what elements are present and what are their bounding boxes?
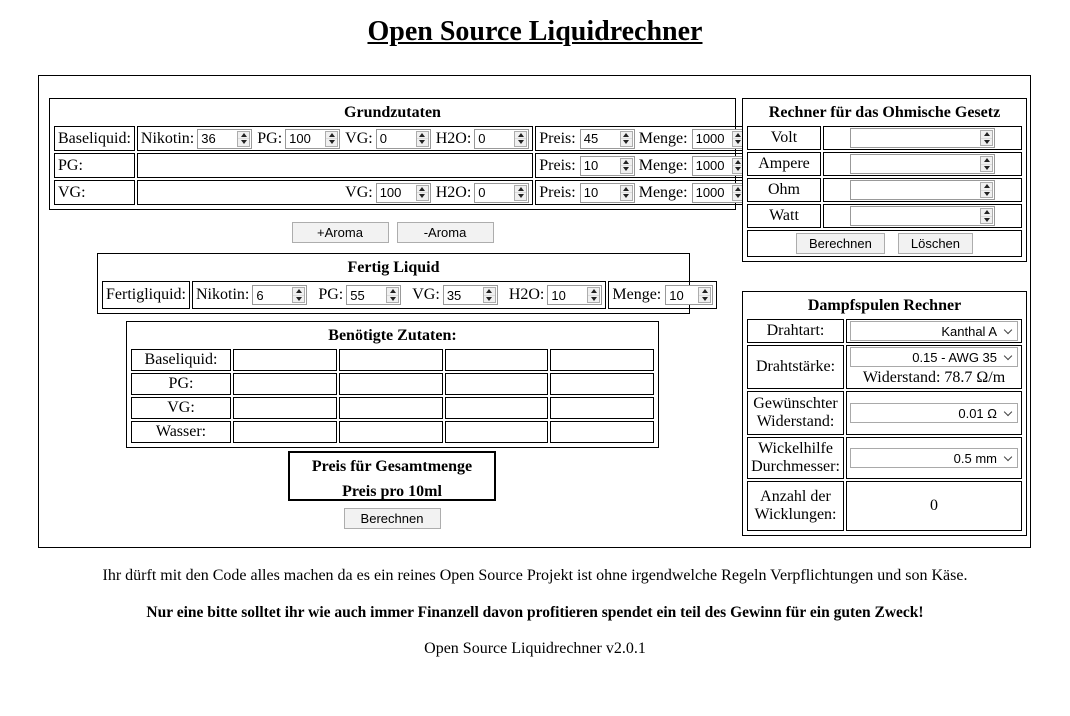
baseliquid-menge-input[interactable] (692, 129, 747, 149)
pg-row-label: PG: (54, 153, 135, 178)
fertig-h2o-value: 10 (551, 287, 566, 303)
gewuenschter-widerstand-select[interactable] (850, 403, 1018, 423)
fertig-pg-input[interactable] (346, 285, 401, 305)
baseliquid-pg-input[interactable] (285, 129, 340, 149)
watt-input[interactable] (850, 206, 995, 226)
vg-preis-input[interactable] (580, 183, 635, 203)
grundzutaten-row-baseliquid (54, 126, 751, 151)
preis-pro-10ml-label: Preis pro 10ml (342, 483, 442, 500)
baseliquid-preis-value: 45 (583, 131, 599, 146)
drahtart-label: Drahtart: (747, 319, 844, 343)
baseliquid-nikotin-value: 36 (201, 131, 216, 146)
spinner-up-icon[interactable] (515, 186, 526, 194)
spinner-down-icon[interactable] (621, 166, 632, 173)
main-container (38, 75, 1031, 548)
drahtstaerke-select[interactable] (850, 347, 1018, 367)
spinner-down-icon[interactable] (621, 193, 632, 200)
fertig-pg-value: 55 (350, 287, 365, 303)
menge-label: Menge: (638, 156, 688, 174)
add-aroma-button[interactable]: +Aroma (292, 222, 389, 243)
spinner-icon[interactable] (325, 131, 338, 147)
gewuenschter-widerstand-label: Gewünschter Widerstand: (747, 391, 844, 435)
spinner-up-icon[interactable] (981, 209, 992, 217)
ohm-berechnen-button[interactable]: Berechnen (796, 233, 885, 254)
result-cell (339, 373, 443, 395)
spinner-up-icon[interactable] (326, 132, 337, 140)
spinner-down-icon[interactable] (238, 139, 249, 146)
result-cell (339, 397, 443, 419)
pg-menge-value: 1000 (695, 158, 725, 173)
baseliquid-menge-value: 1000 (695, 131, 725, 146)
ohm-row-ohm (747, 178, 1022, 202)
main-berechnen-row (288, 508, 496, 529)
baseliquid-nikotin-input[interactable] (197, 129, 252, 149)
spinner-up-icon[interactable] (699, 288, 710, 296)
spinner-icon[interactable] (237, 131, 250, 147)
baseliquid-preis-input[interactable] (580, 129, 635, 149)
ohm-rechner-panel (742, 98, 1027, 262)
spinner-icon[interactable] (620, 131, 633, 147)
spinner-down-icon[interactable] (515, 193, 526, 200)
grundzutaten-row-vg (54, 180, 751, 205)
ohm-rechner-title: Rechner für das Ohmische Gesetz (768, 104, 1001, 121)
spinner-icon[interactable] (416, 185, 429, 201)
result-row-pg (131, 373, 654, 395)
spinner-icon[interactable] (292, 287, 305, 303)
dampf-row-drahtstaerke (747, 345, 1022, 389)
vg-label: VG: (412, 286, 440, 303)
fertig-nikotin-value: 6 (256, 287, 264, 303)
spinner-down-icon[interactable] (293, 296, 304, 303)
spinner-icon[interactable] (980, 156, 993, 172)
wickelhilfe-selected-value: 0.5 mm (953, 450, 997, 466)
dampf-row-wickelhilfe (747, 437, 1022, 479)
preis-summary-box (288, 451, 496, 501)
widerstand-info: Widerstand: 78.7 Ω/m (862, 369, 1006, 386)
spinner-down-icon[interactable] (484, 296, 495, 303)
result-cell (550, 349, 654, 371)
spinner-up-icon[interactable] (387, 288, 398, 296)
spinner-down-icon[interactable] (981, 191, 992, 198)
ampere-label: Ampere (747, 152, 821, 176)
result-cell (233, 373, 337, 395)
footer-license-text: Ihr dürft mit den Code alles machen da es ein reines Open Source Projekt ist ohne irgendwelche Regeln Verpflichtungen und son Käse. (102, 567, 968, 584)
fertig-liquid-title: Fertig Liquid (347, 259, 440, 276)
spinner-up-icon[interactable] (981, 131, 992, 139)
preis-label: Preis: (539, 129, 576, 147)
ohm-row-volt (747, 126, 1022, 150)
remove-aroma-button[interactable]: -Aroma (397, 222, 494, 243)
drahtart-selected-value: Kanthal A (941, 323, 997, 339)
spinner-down-icon[interactable] (387, 296, 398, 303)
nikotin-label: Nikotin: (140, 129, 195, 147)
h2o-label: H2O: (435, 129, 472, 147)
drahtstaerke-selected-value: 0.15 - AWG 35 (912, 349, 997, 365)
result-cell (233, 421, 337, 443)
spinner-icon[interactable] (514, 131, 527, 147)
spinner-icon[interactable] (698, 287, 711, 303)
result-cell (233, 349, 337, 371)
result-cell (445, 421, 549, 443)
vg-menge-input[interactable] (692, 183, 747, 203)
result-cell (233, 397, 337, 419)
chevron-down-icon (1004, 351, 1012, 359)
spinner-down-icon[interactable] (417, 193, 428, 200)
menge-label: Menge: (638, 183, 688, 201)
spinner-icon[interactable] (620, 185, 633, 201)
vg-menge-value: 1000 (695, 185, 725, 200)
spinner-icon[interactable] (587, 287, 600, 303)
pg-label: PG: (318, 286, 344, 303)
aroma-button-row (49, 222, 736, 243)
fertig-menge-value: 10 (669, 287, 684, 303)
fertig-liquid-row (102, 281, 717, 309)
vg-vg-value: 100 (379, 185, 402, 200)
footer-version-text: Open Source Liquidrechner v2.0.1 (424, 640, 646, 657)
wickelhilfe-select[interactable] (850, 448, 1018, 468)
spinner-up-icon[interactable] (621, 132, 632, 140)
footer-donation-text: Nur eine bitte solltet ihr wie auch immer Finanzell davon profitieren spendet ein teil des Gewinn für ein guten Zweck! (146, 604, 924, 621)
baseliquid-vg-input[interactable] (376, 129, 431, 149)
fertig-nikotin-input[interactable] (252, 285, 307, 305)
vg-preis-value: 10 (583, 185, 599, 200)
spinner-icon[interactable] (980, 182, 993, 198)
page-title: Open Source Liquidrechner (367, 16, 703, 47)
ohm-label: Ohm (747, 178, 821, 202)
preis-label: Preis: (539, 156, 576, 174)
result-cell (339, 421, 443, 443)
wicklungen-label: Anzahl der Wicklungen: (747, 481, 844, 531)
spinner-up-icon[interactable] (981, 157, 992, 165)
spinner-up-icon[interactable] (293, 288, 304, 296)
benoetigte-zutaten-panel (126, 321, 659, 448)
result-cell (550, 373, 654, 395)
spinner-down-icon[interactable] (981, 165, 992, 172)
fertig-vg-input[interactable] (443, 285, 498, 305)
spinner-down-icon[interactable] (699, 296, 710, 303)
preis-gesamtmenge-label: Preis für Gesamtmenge (311, 458, 473, 475)
vg-label: VG: (345, 129, 373, 147)
fertig-menge-input[interactable] (665, 285, 713, 305)
result-row-label: PG: (131, 373, 231, 395)
result-cell (550, 397, 654, 419)
drahtart-select[interactable] (850, 321, 1018, 341)
wicklungen-value: 0 (846, 481, 1022, 531)
dampf-row-wicklungen (747, 481, 1022, 531)
dampf-row-drahtart (747, 319, 1022, 343)
h2o-label: H2O: (435, 183, 472, 201)
ampere-input[interactable] (850, 154, 995, 174)
dampfspulen-rechner-panel (742, 291, 1027, 536)
spinner-down-icon[interactable] (326, 139, 337, 146)
baseliquid-vg-value: 0 (379, 131, 387, 146)
spinner-up-icon[interactable] (981, 183, 992, 191)
result-cell (445, 373, 549, 395)
preis-berechnen-button[interactable]: Berechnen (344, 508, 441, 529)
volt-input[interactable] (850, 128, 995, 148)
spinner-down-icon[interactable] (417, 139, 428, 146)
volt-label: Volt (747, 126, 821, 150)
nikotin-label: Nikotin: (196, 286, 250, 303)
spinner-down-icon[interactable] (588, 296, 599, 303)
result-row-label: VG: (131, 397, 231, 419)
ohm-row-watt (747, 204, 1022, 228)
ohm-buttons-row (747, 230, 1022, 257)
result-cell (445, 397, 549, 419)
spinner-up-icon[interactable] (417, 186, 428, 194)
grundzutaten-row-pg (54, 153, 751, 178)
ohm-row-ampere (747, 152, 1022, 176)
spinner-up-icon[interactable] (238, 132, 249, 140)
spinner-icon[interactable] (416, 131, 429, 147)
pg-preis-input[interactable] (580, 156, 635, 176)
menge-label: Menge: (638, 129, 688, 147)
ohm-loeschen-button[interactable]: Löschen (898, 233, 973, 254)
ohm-input[interactable] (850, 180, 995, 200)
spinner-icon[interactable] (620, 158, 633, 174)
result-cell (550, 421, 654, 443)
chevron-down-icon (1004, 407, 1012, 415)
gewuenschter-widerstand-selected-value: 0.01 Ω (958, 405, 997, 421)
fertigliquid-row-label: Fertigliquid: (102, 281, 190, 309)
spinner-up-icon[interactable] (621, 186, 632, 194)
pg-preis-value: 10 (583, 158, 599, 173)
spinner-up-icon[interactable] (621, 159, 632, 167)
spinner-up-icon[interactable] (484, 288, 495, 296)
result-cell (339, 349, 443, 371)
baseliquid-pg-value: 100 (289, 131, 311, 146)
chevron-down-icon (1004, 325, 1012, 333)
spinner-icon[interactable] (980, 130, 993, 146)
result-row-wasser (131, 421, 654, 443)
vg-row-label: VG: (54, 180, 135, 205)
dampf-row-gewuenschter-widerstand (747, 391, 1022, 435)
pg-row-empty-cell (137, 153, 533, 178)
spinner-down-icon[interactable] (981, 217, 992, 224)
spinner-icon[interactable] (514, 185, 527, 201)
spinner-down-icon[interactable] (981, 139, 992, 146)
h2o-label: H2O: (508, 286, 545, 303)
spinner-icon[interactable] (386, 287, 399, 303)
vg-label: VG: (345, 183, 373, 201)
spinner-down-icon[interactable] (621, 139, 632, 146)
spinner-up-icon[interactable] (417, 132, 428, 140)
result-row-vg (131, 397, 654, 419)
wickelhilfe-label: Wickelhilfe Durchmesser: (747, 437, 844, 479)
grundzutaten-title: Grundzutaten (344, 104, 441, 121)
spinner-icon[interactable] (483, 287, 496, 303)
grundzutaten-panel (49, 98, 736, 210)
baseliquid-row-label: Baseliquid: (54, 126, 135, 151)
baseliquid-h2o-input[interactable] (474, 129, 529, 149)
spinner-up-icon[interactable] (515, 132, 526, 140)
pg-label: PG: (257, 129, 283, 147)
result-row-baseliquid (131, 349, 654, 371)
result-row-label: Baseliquid: (131, 349, 231, 371)
fertig-liquid-panel (97, 253, 690, 314)
chevron-down-icon (1004, 452, 1012, 460)
spinner-up-icon[interactable] (588, 288, 599, 296)
spinner-icon[interactable] (980, 208, 993, 224)
fertig-h2o-input[interactable] (547, 285, 602, 305)
spinner-down-icon[interactable] (515, 139, 526, 146)
drahtstaerke-label: Drahtstärke: (747, 345, 844, 389)
dampfspulen-rechner-title: Dampfspulen Rechner (807, 297, 962, 314)
vg-vg-input[interactable] (376, 183, 431, 203)
result-row-label: Wasser: (131, 421, 231, 443)
result-cell (445, 349, 549, 371)
vg-h2o-value: 0 (478, 185, 486, 200)
baseliquid-h2o-value: 0 (478, 131, 486, 146)
menge-label: Menge: (612, 286, 662, 303)
watt-label: Watt (747, 204, 821, 228)
benoetigte-zutaten-title: Benötigte Zutaten: (328, 327, 457, 344)
vg-h2o-input[interactable] (474, 183, 529, 203)
preis-label: Preis: (539, 183, 576, 201)
pg-menge-input[interactable] (692, 156, 747, 176)
fertig-vg-value: 35 (446, 287, 462, 303)
